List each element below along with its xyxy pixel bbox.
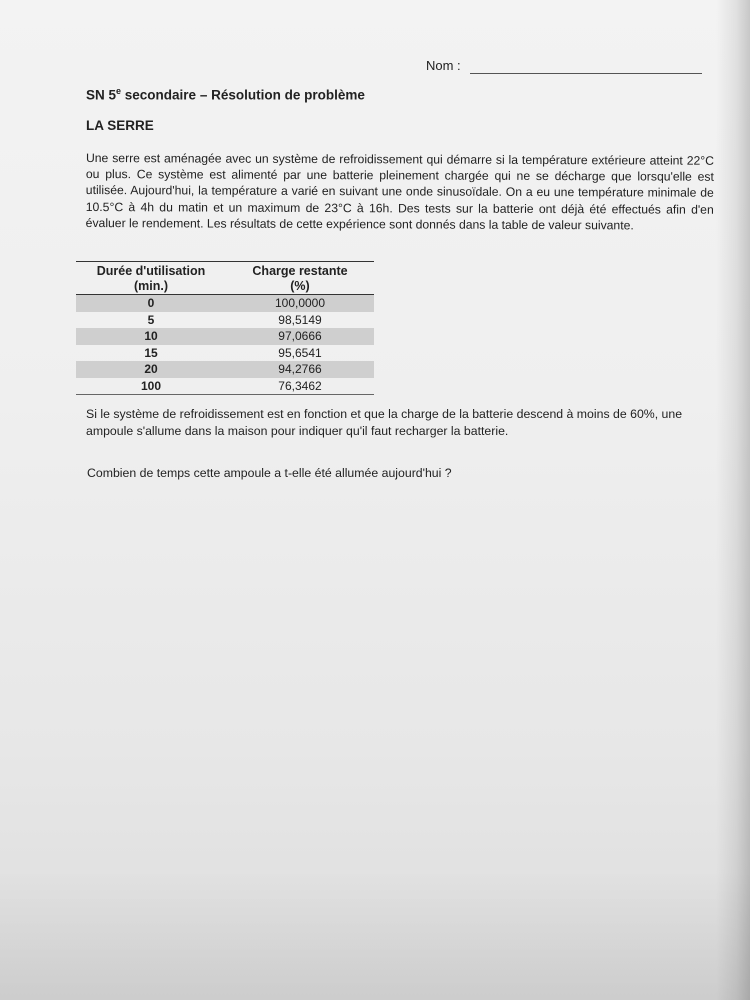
paper-shadow-bottom [0, 870, 750, 1000]
cell-charge: 94,2766 [278, 362, 322, 377]
condition-paragraph: Si le système de refroidissement est en fonction et que la charge de la batterie descend à moins de 60%, une ampoule s'allume dans la maison pour indiquer qu'il faut recharger la batterie. [86, 407, 683, 438]
name-blank-line [470, 73, 702, 74]
table-row [76, 312, 374, 329]
heading-rest: secondaire – Résolution de problème [121, 87, 365, 103]
name-label: Nom : [426, 58, 461, 73]
cell-duration: 20 [144, 362, 158, 377]
cell-duration: 10 [144, 329, 158, 344]
table-body [76, 295, 374, 395]
document-heading [86, 86, 365, 103]
heading-course-sup: e [116, 86, 122, 96]
table-row [76, 328, 374, 345]
heading-course: SN 5 [86, 87, 117, 103]
header-duration-line2: (min.) [133, 279, 169, 293]
intro-paragraph: Une serre est aménagée avec un système de refroidissement qui démarre si la température extérieure atteint 22°C ou plus. Ce système est alimenté par une batterie pleinement chargée qui ne se décharge que lorsqu'elle est utilisée. Aujourd'hui, la température a varié en suivant une onde sinusoïdale. On a eu une température minimale de 10.5°C à 4h du matin et un maximum de 23°C à 16h. Des tests sur la batterie ont déjà été effectués afin d'en évaluer le rendement. Les résultats de cette expérience sont donnés dans la table de valeur suivante. [85, 150, 714, 233]
table-row [76, 361, 374, 378]
table-row [76, 295, 374, 312]
cell-charge: 98,5149 [278, 312, 322, 327]
cell-charge: 95,6541 [278, 345, 322, 360]
header-charge-line1: Charge restante [252, 264, 348, 278]
cell-duration: 15 [144, 345, 158, 360]
value-table [76, 261, 374, 395]
header-duration-line1: Durée d'utilisation [96, 264, 206, 278]
header-charge-line2: (%) [290, 279, 310, 293]
cell-duration: 100 [140, 378, 162, 393]
table-row [76, 345, 374, 362]
problem-title: LA SERRE [86, 118, 154, 133]
question-text: Combien de temps cette ampoule a t-elle été allumée aujourd'hui ? [87, 466, 452, 480]
table-row [76, 378, 374, 395]
table-header [76, 262, 374, 295]
header-charge [226, 264, 374, 294]
cell-duration: 0 [147, 296, 155, 311]
cell-charge: 76,3462 [278, 378, 322, 393]
cell-charge: 97,0666 [278, 329, 322, 344]
paper-shadow-right [716, 0, 750, 1000]
name-field [426, 58, 706, 78]
cell-charge: 100,0000 [274, 296, 326, 311]
cell-duration: 5 [147, 312, 155, 327]
header-duration [76, 264, 226, 294]
